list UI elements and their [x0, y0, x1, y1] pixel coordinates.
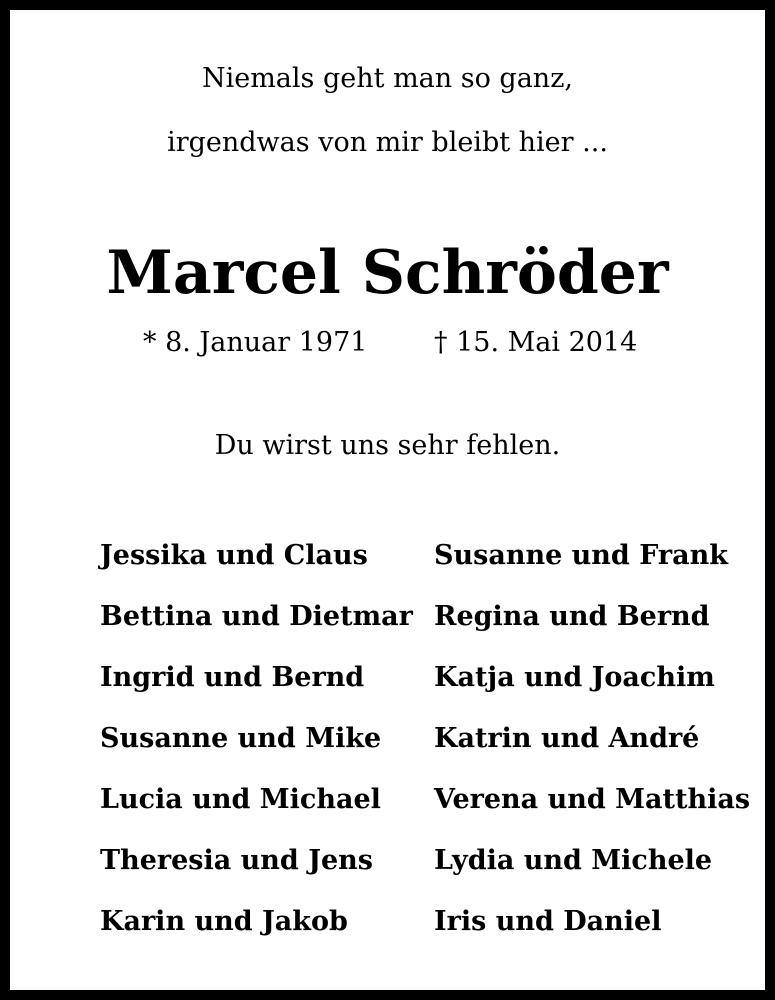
mourner-entry: Lydia und Michele: [434, 845, 713, 876]
death-date: † 15. Mai 2014: [434, 327, 638, 358]
mourner-entry: Katrin und André: [434, 723, 700, 754]
mourner-entry: Jessika und Claus: [100, 540, 368, 571]
mourner-entry: Lucia und Michael: [100, 784, 381, 815]
mourner-entry: Regina und Bernd: [434, 601, 710, 632]
mourner-entry: Susanne und Mike: [100, 723, 382, 754]
deceased-name: Marcel Schröder: [106, 238, 669, 308]
mourner-entry: Susanne und Frank: [434, 540, 728, 571]
mourner-entry: Karin und Jakob: [100, 906, 348, 937]
mourner-entry: Iris und Daniel: [434, 906, 662, 937]
mourner-entry: Verena und Matthias: [434, 784, 751, 815]
mourner-entry: Katja und Joachim: [434, 662, 715, 693]
farewell-text: Du wirst uns sehr fehlen.: [214, 430, 561, 461]
mourner-entry: Bettina und Dietmar: [100, 601, 413, 632]
mourners-right-column: [434, 536, 750, 963]
quote-line-2: irgendwas von mir bleibt hier ...: [167, 127, 608, 158]
mourners-left-column: [100, 536, 413, 963]
mourner-entry: Ingrid und Bernd: [100, 662, 365, 693]
mourner-entry: Theresia und Jens: [100, 845, 373, 876]
quote-line-1: Niemals geht man so ganz,: [201, 63, 574, 94]
birth-date: * 8. Januar 1971: [143, 327, 368, 358]
